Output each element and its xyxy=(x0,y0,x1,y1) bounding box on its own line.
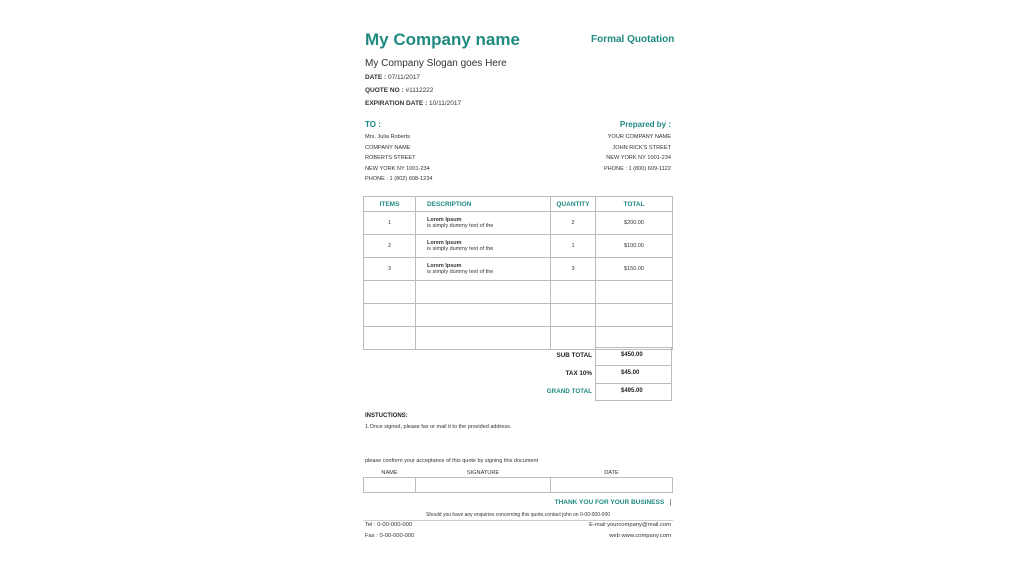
footer-divider xyxy=(363,520,673,521)
document-type: Formal Quotation xyxy=(591,34,675,45)
sender-address xyxy=(604,132,671,174)
grand-total-value: $495.00 xyxy=(621,388,643,394)
signature-input-row xyxy=(364,478,673,493)
item-quantity: 2 xyxy=(551,212,596,235)
date-field[interactable] xyxy=(551,478,673,493)
table-row xyxy=(364,235,673,258)
prepared-by-label: Prepared by : xyxy=(619,120,671,129)
to-label: TO : xyxy=(365,120,381,129)
empty-table-row xyxy=(364,304,673,327)
name-field[interactable] xyxy=(364,478,416,493)
signature-field[interactable] xyxy=(416,478,551,493)
item-number: 1 xyxy=(364,212,416,235)
name-column-label: NAME xyxy=(381,469,398,476)
date-value: 07/11/2017 xyxy=(388,74,421,81)
subtotal-label: SUB TOTAL xyxy=(556,352,592,359)
item-description-title: Lorem Ipsum xyxy=(427,263,462,269)
description-column-header: DESCRIPTION xyxy=(416,197,551,212)
tax-value: $45.00 xyxy=(621,370,640,376)
signature-header-row xyxy=(364,468,673,478)
item-description xyxy=(416,235,551,258)
recipient-phone: PHONE : 1 (802) 608-1234 xyxy=(365,176,433,183)
sender-city: NEW YORK NY 1001-234 xyxy=(606,155,671,162)
item-description-text: is simply dummy text of the xyxy=(427,246,494,252)
totals-divider xyxy=(595,383,672,384)
item-total: $100.00 xyxy=(596,235,673,258)
date-label: DATE : xyxy=(365,74,387,81)
enquiry-text: Should you have any enquiries concerning this quote,contact john on 0-00-000-000 xyxy=(425,512,611,518)
total-column-header: TOTAL xyxy=(596,197,673,212)
recipient-street: ROBERTS STREET xyxy=(365,155,416,162)
thank-you-message xyxy=(555,499,671,506)
totals-divider xyxy=(595,365,672,366)
company-name: My Company name xyxy=(365,30,520,49)
item-number: 3 xyxy=(364,258,416,281)
sender-street: JOHN RICK'S STREET xyxy=(612,144,671,151)
quote-number-row xyxy=(365,87,433,94)
signature-column-label: SIGNATURE xyxy=(466,469,500,476)
footer-web: web www.company.com xyxy=(609,533,671,539)
items-column-header: ITEMS xyxy=(364,197,416,212)
table-row xyxy=(364,212,673,235)
instructions-title: INSTUCTIONS: xyxy=(365,413,408,419)
tax-label: TAX 10% xyxy=(565,370,592,377)
item-number: 2 xyxy=(364,235,416,258)
item-description-text: is simply dummy text of the xyxy=(427,223,494,229)
recipient-company: COMPANY NAME xyxy=(365,144,411,151)
date-column-label: DATE xyxy=(604,469,619,476)
expiration-date-row xyxy=(365,100,461,107)
item-total: $200.00 xyxy=(596,212,673,235)
item-description xyxy=(416,258,551,281)
signature-table xyxy=(363,468,673,493)
instructions-text: 1.Once signed, please fax or mail it to the provided address. xyxy=(365,424,512,430)
quantity-column-header: QUANTITY xyxy=(551,197,596,212)
footer-email: E-mail yourcompany@mail.com xyxy=(589,522,671,528)
item-total: $150.00 xyxy=(596,258,673,281)
expiration-date-value: 10/11/2017 xyxy=(429,100,462,107)
item-quantity: 3 xyxy=(551,258,596,281)
footer-fax: Fax : 0-00-000-000 xyxy=(365,533,415,539)
footer-tel: Tel : 0-00-000-000 xyxy=(365,522,413,528)
company-slogan: My Company Slogan goes Here xyxy=(365,58,507,69)
table-row xyxy=(364,258,673,281)
items-table xyxy=(363,196,673,350)
item-description xyxy=(416,212,551,235)
empty-table-row xyxy=(364,281,673,304)
sender-company: YOUR COMPANY NAME xyxy=(607,134,671,140)
item-description-text: is simply dummy text of the xyxy=(427,269,494,275)
quote-number-label: QUOTE NO : xyxy=(365,87,404,94)
grand-total-label: GRAND TOTAL xyxy=(546,388,592,395)
recipient-address xyxy=(365,132,432,185)
subtotal-value: $450.00 xyxy=(621,352,643,358)
date-row xyxy=(365,74,420,81)
recipient-name: Mrs. Julia Roberts xyxy=(365,134,411,140)
expiration-date-label: EXPIRATION DATE : xyxy=(365,100,428,107)
item-description-title: Lorem Ipsum xyxy=(427,240,462,246)
item-description-title: Lorem Ipsum xyxy=(427,217,462,223)
recipient-city: NEW YORK NY 1001-234 xyxy=(365,165,430,172)
acceptance-text: please conform your acceptance of this quote by signing this document xyxy=(365,458,539,464)
item-quantity: 1 xyxy=(551,235,596,258)
thank-you-text: THANK YOU FOR YOUR BUSINESS xyxy=(554,499,665,507)
sender-phone: PHONE : 1 (800) 609-1122 xyxy=(603,165,671,172)
separator-bar xyxy=(670,499,671,506)
quote-number-value: #1112222 xyxy=(405,87,434,94)
table-header-row xyxy=(364,197,673,212)
